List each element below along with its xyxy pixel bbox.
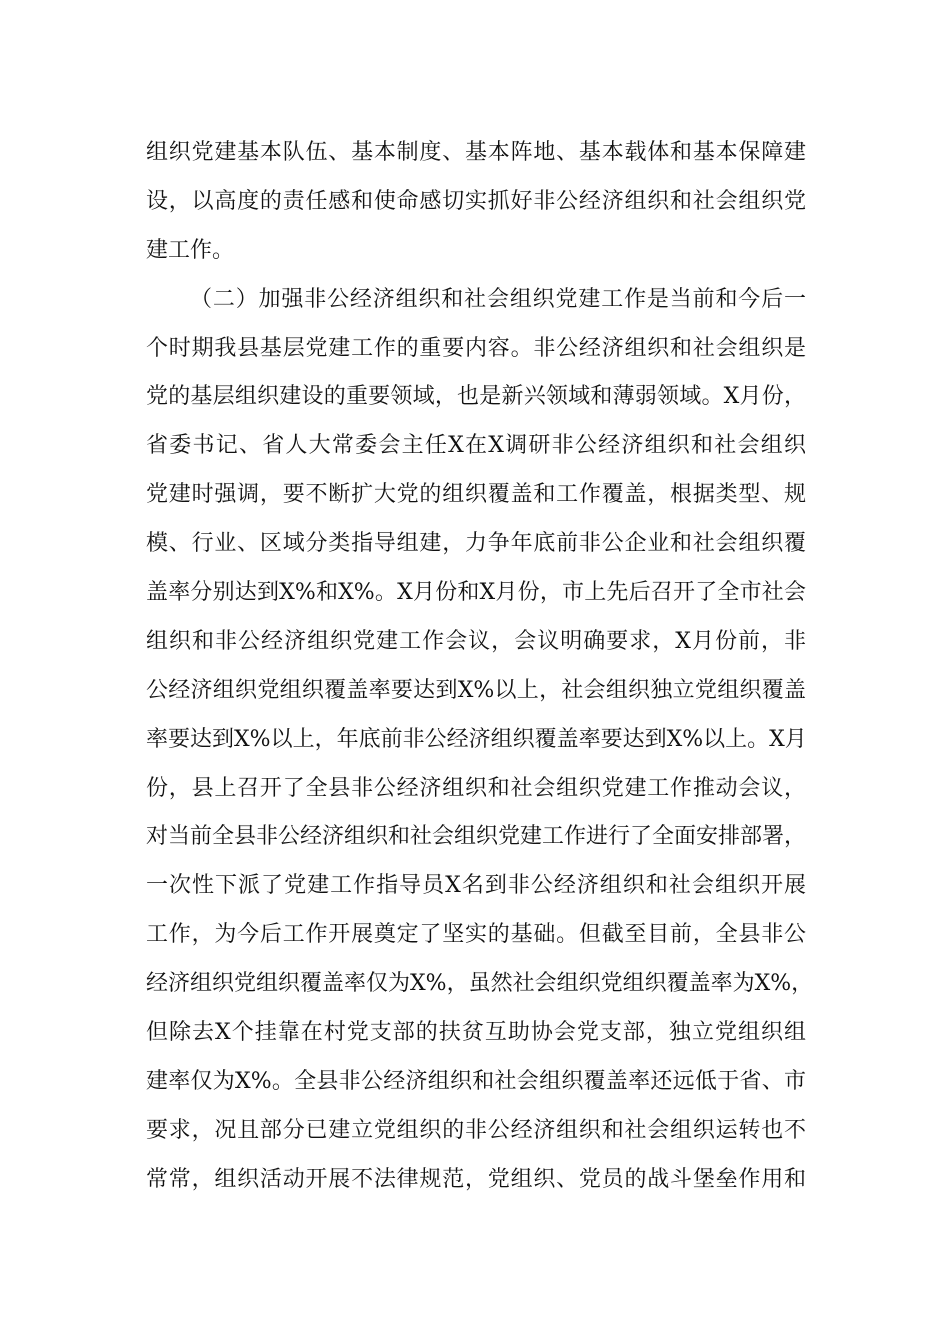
text-line: 工作，为今后工作开展奠定了坚实的基础。但截至目前，全县非公 (146, 922, 806, 948)
text-line: 公经济组织党组织覆盖率要达到X%以上，社会组织独立党组织覆盖 (146, 677, 806, 703)
text-line: 常常，组织活动开展不法律规范，党组织、党员的战斗堡垒作用和 (146, 1166, 806, 1192)
text-line: 率要达到X%以上，年底前非公经济组织覆盖率要达到X%以上。X月 (146, 726, 807, 752)
text-line: 模、行业、区域分类指导组建，力争年底前非公企业和社会组织覆 (146, 531, 806, 557)
text-line: 个时期我县基层党建工作的重要内容。非公经济组织和社会组织是 (146, 335, 806, 361)
text-line: 省委书记、省人大常委会主任X在X调研非公经济组织和社会组织 (146, 433, 806, 459)
body-text (146, 129, 814, 1205)
text-line: 设，以高度的责任感和使命感切实抓好非公经济组织和社会组织党 (146, 188, 806, 214)
text-line: 组织和非公经济组织党建工作会议，会议明确要求，X月份前，非 (146, 628, 806, 654)
text-line: 党建时强调，要不断扩大党的组织覆盖和工作覆盖，根据类型、规 (146, 482, 806, 508)
text-line: 党的基层组织建设的重要领域，也是新兴领域和薄弱领域。X月份， (146, 384, 806, 410)
text-line: 一次性下派了党建工作指导员X名到非公经济组织和社会组织开展 (146, 873, 806, 899)
text-line: 建工作。 (146, 237, 235, 263)
text-line: 对当前全县非公经济组织和社会组织党建工作进行了全面安排部署， (146, 824, 807, 850)
text-line: （二）加强非公经济组织和社会组织党建工作是当前和今后一 (190, 286, 806, 312)
text-line: 份，县上召开了全县非公经济组织和社会组织党建工作推动会议， (146, 775, 806, 801)
text-line: 但除去X个挂靠在村党支部的扶贫互助协会党支部，独立党组织组 (146, 1020, 806, 1046)
text-line: 盖率分别达到X%和X%。X月份和X月份，市上先后召开了全市社会 (146, 580, 806, 606)
text-line: 经济组织党组织覆盖率仅为X%，虽然社会组织党组织覆盖率为X%， (146, 971, 814, 997)
text-line: 组织党建基本队伍、基本制度、基本阵地、基本载体和基本保障建 (146, 140, 806, 165)
text-line: 建率仅为X%。全县非公经济组织和社会组织覆盖率还远低于省、市 (146, 1068, 806, 1094)
text-line: 要求，况且部分已建立党组织的非公经济组织和社会组织运转也不 (146, 1117, 806, 1143)
